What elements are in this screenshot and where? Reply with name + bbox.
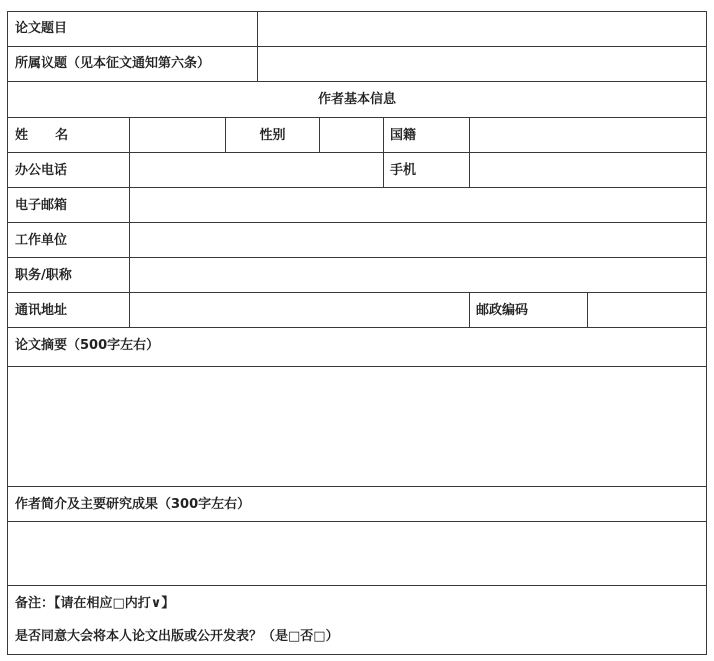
rule: [7, 486, 707, 487]
mobile-label: 手机: [390, 163, 417, 178]
rule: [7, 585, 707, 586]
thesis-title-label: 论文题目: [15, 21, 68, 36]
name-field[interactable]: [130, 118, 225, 152]
rule: [469, 292, 470, 328]
postcode-label: 邮政编码: [476, 303, 529, 318]
abstract-label: 论文摘要（500字左右）: [15, 338, 160, 353]
workplace-label: 工作单位: [15, 233, 68, 248]
note-label: 备注：【请在相应□内打∨】: [15, 596, 175, 611]
office-phone-field[interactable]: [130, 153, 383, 187]
rule: [7, 327, 707, 328]
bio-label: 作者简介及主要研究成果（300字左右）: [15, 497, 251, 512]
workplace-field[interactable]: [130, 223, 706, 257]
nationality-label: 国籍: [390, 128, 417, 143]
nationality-field[interactable]: [470, 118, 706, 152]
thesis-title-field[interactable]: [258, 12, 706, 46]
gender-field[interactable]: [320, 118, 383, 152]
rule: [7, 81, 707, 82]
rule: [7, 654, 707, 655]
position-field[interactable]: [130, 258, 706, 292]
topic-field[interactable]: [258, 47, 706, 81]
consent-question[interactable]: 是否同意大会将本人论文出版或公开发表？（是□否□）: [15, 629, 339, 644]
rule: [383, 117, 384, 188]
gender-label: 性别: [259, 128, 286, 143]
submission-form: [7, 11, 707, 655]
position-label: 职务/职称: [15, 268, 72, 283]
office-phone-label: 办公电话: [15, 163, 68, 178]
postcode-field[interactable]: [588, 293, 706, 327]
topic-label: 所属议题（见本征文通知第六条）: [15, 56, 211, 71]
abstract-field[interactable]: [8, 367, 706, 486]
bio-field[interactable]: [8, 522, 706, 585]
email-label: 电子邮箱: [15, 198, 68, 213]
mobile-field[interactable]: [470, 153, 706, 187]
email-field[interactable]: [130, 188, 706, 222]
name-label: 姓 名: [15, 128, 69, 143]
address-label: 通讯地址: [15, 303, 68, 318]
address-field[interactable]: [130, 293, 469, 327]
section-author-info: 作者基本信息: [317, 92, 396, 107]
